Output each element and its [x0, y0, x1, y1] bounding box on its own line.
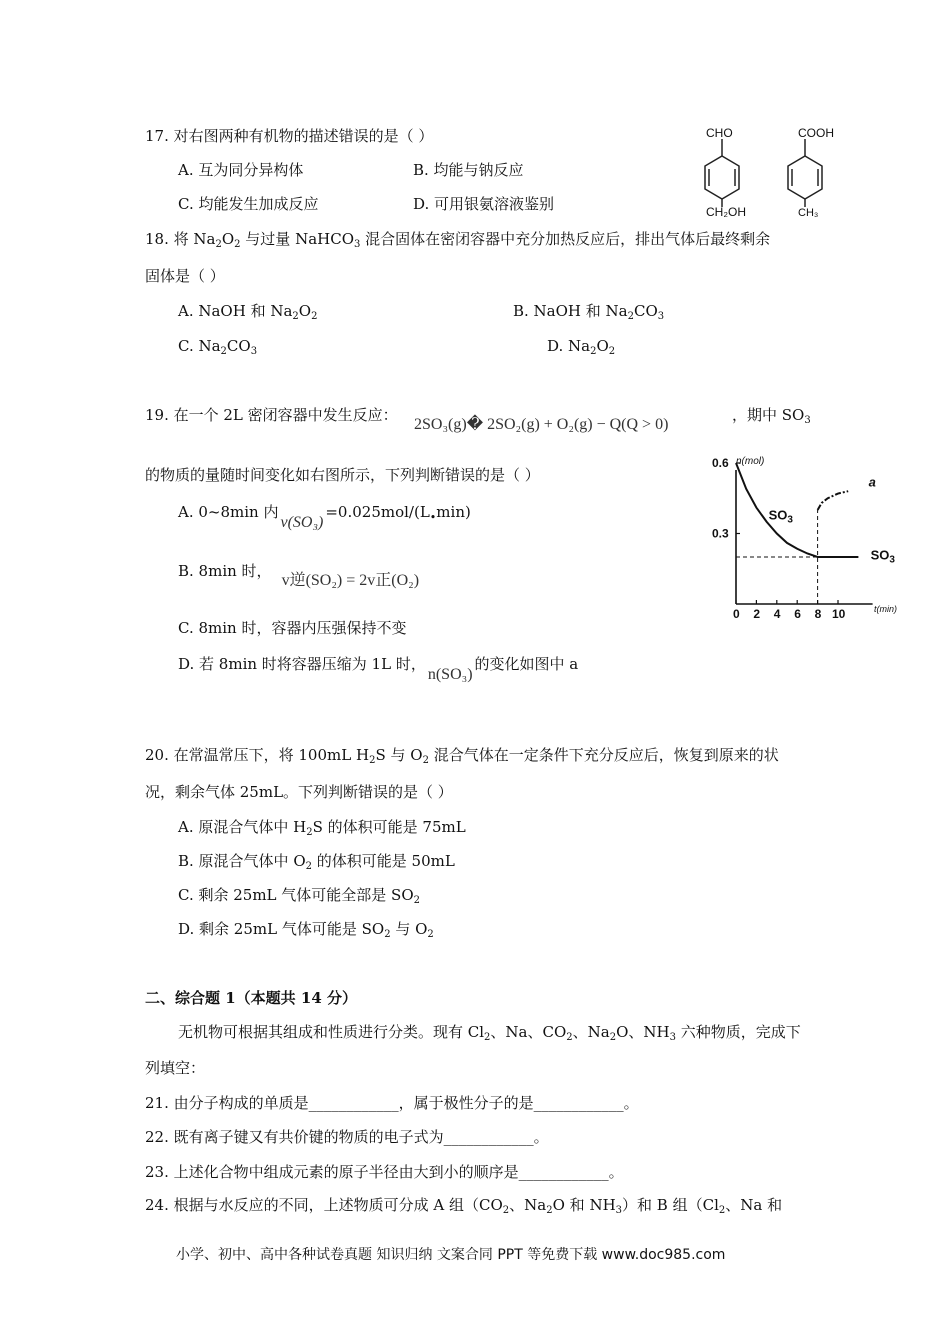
page-footer: 小学、初中、高中各种试卷真题 知识归纳 文案合同 PPT 等免费下载 www.doc985.com: [176, 1247, 726, 1263]
mol1-bottom-label: CH₂OH: [706, 205, 746, 219]
q19-option-d: D. 若 8min 时将容器压缩为 1L 时，n(SO₃)的变化如图中 a: [178, 655, 579, 683]
chart-x-tick-label: 0: [733, 607, 740, 621]
q18-option-a: A. NaOH 和 $Na_2O_2$: [178, 302, 318, 322]
q17-option-d: D. 可用银氨溶液鉴别: [413, 195, 555, 213]
chart-x-tick-label: 8: [814, 607, 822, 621]
mol1-top-label: CHO: [706, 126, 733, 140]
q18-option-c: C. $Na_2CO_3$: [178, 337, 258, 357]
q18-option-b: B. NaOH 和 $Na_2CO_3$: [513, 302, 665, 322]
chart-label-a: a: [868, 474, 876, 490]
chart-y-tick-label: 0.3: [712, 526, 729, 541]
mol2-top-label: COOH: [798, 126, 834, 140]
chart-x-tick-label: 4: [773, 607, 781, 621]
chart-label-so3-curve: $SO_3$: [768, 507, 793, 526]
q24: 24. 根据与水反应的不同，上述物质可分成 A 组（$CO_2$、$Na_2O$ 和 $NH_3$）和 B 组（$Cl_2$、Na 和: [145, 1196, 783, 1216]
chart-x-tick-label: 10: [832, 607, 846, 621]
q19-equation: 2SO₃(g)� 2SO₂(g) + O₂(g) − Q(Q > 0): [414, 416, 669, 433]
q17-option-a: A. 互为同分异构体: [178, 161, 304, 179]
chart-y-tick-label: 0.6: [712, 456, 729, 470]
chart-x-axis-label: t(min): [874, 604, 897, 614]
chart-x-tick-label: 2: [753, 607, 761, 621]
q18-option-d: D. $Na_2O_2$: [547, 337, 616, 357]
q19-option-b: B. 8min 时，v逆(SO₂) = 2v正(O₂): [178, 562, 420, 589]
q17-option-b: B. 均能与钠反应: [413, 161, 524, 179]
q20-option-c: C. 剩余 25mL 气体可能全部是 $SO_2$: [178, 886, 421, 906]
section2-heading: 二、综合题 1（本题共 14 分）: [145, 989, 357, 1007]
q20-option-d: D. 剩余 25mL 气体可能是 $SO_2$ 与 $O_2$: [178, 920, 434, 940]
q20-stem: 20. 在常温常压下，将 100mL $H_2S$ 与 $O_2$ 混合气体在一定条件下充分反应后，恢复到原来的状: [145, 746, 779, 766]
chart-series-a-line: [818, 491, 849, 510]
so3-amount-chart: [700, 452, 910, 624]
q17-option-c: C. 均能发生加成反应: [178, 195, 319, 213]
q22: 22. 既有离子键又有共价键的物质的电子式为____________。: [145, 1128, 549, 1146]
chart-label-so3-flat-subscript: 3: [889, 554, 895, 566]
mol2-bottom-label: CH₃: [798, 207, 819, 219]
q19-option-a: A. 0~8min 内$v(SO_3)=0.025mol/(L_•\min)$: [178, 503, 471, 531]
q19-stem-tail: ，期中 $SO_3$: [732, 406, 811, 426]
q20-option-a: A. 原混合气体中 $H_2S$ 的体积可能是 75mL: [178, 818, 466, 838]
q18-stem-line2: 固体是（ ）: [145, 267, 225, 285]
q20-stem-line2: 况，剩余气体 25mL。下列判断错误的是（ ）: [145, 783, 453, 801]
q19-option-c: C. 8min 时，容器内压强保持不变: [178, 619, 407, 637]
q17-stem: 17. 对右图两种有机物的描述错误的是（ ）: [145, 127, 434, 145]
section2-intro: 无机物可根据其组成和性质进行分类。现有 $Cl_2$、Na、$CO_2$、$Na_2O$、$NH_3$ 六种物质，完成下: [178, 1023, 801, 1043]
chart-label-so3-curve-subscript: 3: [787, 514, 793, 526]
chart-series-so3-line: [736, 463, 858, 557]
chart-label-so3-flat: $SO_3$: [870, 547, 895, 566]
q18-stem: 18. 将 $Na_2O_2$ 与过量 NaHCO$_3$ 混合固体在密闭容器中充分加热反应后，排出气体后最终剩余: [145, 230, 771, 250]
q20-option-b: B. 原混合气体中 $O_2$ 的体积可能是 50mL: [178, 852, 455, 872]
q21: 21. 由分子构成的单质是____________，属于极性分子的是____________。: [145, 1094, 639, 1112]
chart-x-tick-label: 6: [794, 607, 801, 621]
q19-stem-line2: 的物质的量随时间变化如右图所示，下列判断错误的是（ ）: [145, 466, 540, 484]
chart-y-axis-label: n(mol): [736, 456, 765, 467]
q17-structures-figure: [684, 122, 864, 222]
q19-stem: 19. 在一个 2L 密闭容器中发生反应：: [145, 406, 398, 424]
section2-intro-line2: 列填空：: [145, 1059, 206, 1077]
q23: 23. 上述化合物中组成元素的原子半径由大到小的顺序是____________。: [145, 1163, 624, 1181]
